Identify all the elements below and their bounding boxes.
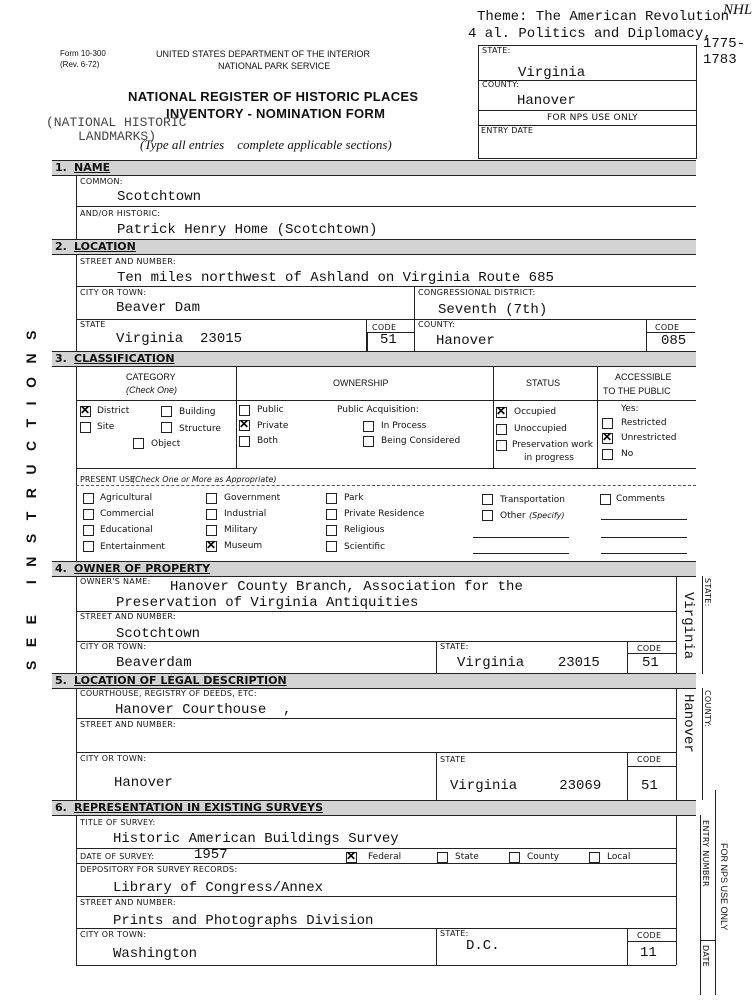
in-process-label: In Process (381, 421, 427, 431)
structure-label: Structure (179, 424, 221, 434)
other-label: Other (500, 511, 526, 521)
landmark-stamp-2: LANDMARKS) (78, 129, 157, 144)
local-level-checkbox[interactable] (589, 852, 600, 863)
street-label: STREET AND NUMBER: (80, 257, 176, 266)
private-residence-label: Private Residence (344, 509, 425, 519)
county-label: COUNTY: (418, 320, 456, 329)
nps-county-value: Hanover (517, 93, 576, 109)
agricultural-label: Agricultural (100, 493, 153, 503)
transportation-label: Transportation (500, 495, 565, 505)
form-revision: (Rev. 6-72) (60, 60, 100, 69)
agricultural-checkbox[interactable] (83, 493, 94, 504)
district-value: Seventh (7th) (438, 302, 548, 318)
legal-city: Hanover (114, 775, 173, 791)
building-checkbox[interactable] (161, 406, 172, 417)
side-state-value: Virginia (680, 592, 696, 660)
scientific-checkbox[interactable] (326, 541, 337, 552)
theme-years: 1775- 1783 (703, 36, 746, 68)
government-checkbox[interactable] (206, 493, 217, 504)
survey-date-label: DATE OF SURVEY: (80, 852, 155, 861)
section-2-title: LOCATION (74, 240, 136, 253)
date-side-label: DATE (701, 945, 710, 968)
both-label: Both (257, 436, 278, 446)
survey-date: 1957 (194, 847, 228, 863)
state-level-label: State (455, 852, 479, 862)
state-level-checkbox[interactable] (437, 852, 448, 863)
survey-street-label: STREET AND NUMBER: (80, 898, 176, 907)
department-name: UNITED STATES DEPARTMENT OF THE INTERIOR (156, 49, 371, 59)
preservation-work-label: Preservation work (512, 440, 593, 450)
form-instructions: (Type all entries complete applicable sections) (140, 137, 392, 152)
nps-state-label: STATE: (482, 46, 511, 55)
state-label: STATE (80, 320, 106, 329)
no-access-checkbox[interactable] (602, 449, 613, 460)
being-considered-label: Being Considered (381, 436, 461, 446)
form-number: Form 10-300 (60, 49, 106, 58)
both-checkbox[interactable] (239, 436, 250, 447)
section-4-title: OWNER OF PROPERTY (74, 562, 211, 575)
federal-label: Federal (368, 852, 402, 862)
district-label: District (97, 406, 130, 416)
object-label: Object (151, 439, 181, 449)
category-heading: CATEGORY (126, 372, 176, 382)
building-label: Building (179, 407, 216, 417)
status-heading: STATUS (526, 378, 561, 388)
survey-code: 11 (640, 945, 657, 961)
side-state-label: STATE: (703, 578, 712, 607)
legal-street-label: STREET AND NUMBER: (80, 720, 176, 729)
military-label: Military (224, 525, 258, 535)
section-2-bar: 2. LOCATION (52, 239, 696, 255)
owner-name-2: Preservation of Virginia Antiquities (116, 595, 419, 611)
unrestricted-checkbox[interactable] (602, 433, 613, 444)
park-checkbox[interactable] (326, 493, 337, 504)
yes-label: Yes: (621, 404, 639, 414)
city-value: Beaver Dam (116, 300, 201, 316)
being-considered-checkbox[interactable] (363, 436, 374, 447)
federal-checkbox[interactable] (346, 852, 357, 863)
ownership-heading: OWNERSHIP (333, 378, 389, 388)
historic-label: AND/OR HISTORIC: (80, 209, 161, 218)
survey-city-label: CITY OR TOWN: (80, 930, 147, 939)
private-checkbox[interactable] (239, 420, 250, 431)
educational-checkbox[interactable] (83, 525, 94, 536)
nhl-handwritten: NHL (723, 2, 753, 18)
see-instructions-side (23, 317, 41, 670)
commercial-checkbox[interactable] (83, 509, 94, 520)
form-title-1: NATIONAL REGISTER OF HISTORIC PLACES (128, 89, 419, 104)
historic-name: Patrick Henry Home (Scotchtown) (117, 222, 378, 238)
side-county-value: Hanover (680, 694, 696, 753)
public-acquisition-label: Public Acquisition: (337, 405, 419, 415)
district-checkbox[interactable] (80, 406, 91, 417)
common-label: COMMON: (80, 177, 123, 186)
survey-title-label: TITLE OF SURVEY: (80, 818, 156, 827)
nps-use-only-label: FOR NPS USE ONLY (547, 113, 638, 123)
comments-label: Comments (616, 494, 665, 504)
state-code-value: 51 (380, 332, 397, 348)
section-1-bar: 1. NAME (52, 160, 696, 176)
courthouse-value: Hanover Courthouse , (115, 702, 292, 718)
in-process-checkbox[interactable] (363, 421, 374, 432)
theme-line-2: 4 al. Politics and Diplomacy, (468, 26, 712, 42)
local-level-label: Local (607, 852, 631, 862)
accessible-heading-2: TO THE PUBLIC (603, 386, 671, 396)
educational-label: Educational (100, 525, 153, 535)
survey-city: Washington (113, 946, 198, 962)
section-6-title: REPRESENTATION IN EXISTING SURVEYS (74, 801, 324, 814)
comments-checkbox[interactable] (600, 494, 611, 505)
legal-code-label: CODE (637, 755, 662, 764)
form-title-2: INVENTORY - NOMINATION FORM (166, 106, 386, 121)
park-label: Park (344, 493, 364, 503)
owner-city: Beaverdam (116, 655, 192, 671)
present-use-label: PRESENT USE (80, 475, 135, 484)
county-level-checkbox[interactable] (509, 852, 520, 863)
accessible-heading-1: ACCESSIBLE (615, 372, 672, 382)
structure-checkbox[interactable] (161, 422, 172, 433)
owner-state-label: STATE: (440, 642, 469, 651)
section-6-bar: 6. REPRESENTATION IN EXISTING SURVEYS (52, 800, 696, 816)
other-specify-note: (Specify) (529, 511, 565, 520)
industrial-checkbox[interactable] (206, 509, 217, 520)
religious-checkbox[interactable] (326, 525, 337, 536)
see-instructions-text: SEE INSTRUCTIONS (23, 317, 39, 670)
entertainment-label: Entertainment (100, 542, 165, 552)
landmark-stamp-1: (NATIONAL HISTORIC (46, 115, 187, 130)
preservation-work-checkbox[interactable] (496, 440, 507, 451)
county-level-label: County (527, 852, 560, 862)
section-1-title: NAME (74, 161, 111, 174)
owner-state: Virginia 23015 (457, 655, 600, 671)
check-one-note: (Check One) (126, 385, 178, 395)
survey-state: D.C. (466, 938, 500, 954)
transportation-checkbox[interactable] (482, 494, 493, 505)
state-value: Virginia 23015 (116, 331, 243, 347)
entry-number-label: ENTRY NUMBER (701, 820, 710, 887)
occupied-checkbox[interactable] (496, 407, 507, 418)
museum-label: Museum (224, 541, 263, 551)
owner-code: 51 (642, 655, 659, 671)
legal-city-label: CITY OR TOWN: (80, 754, 147, 763)
common-name: Scotchtown (117, 189, 202, 205)
in-progress-label: in progress (524, 453, 574, 463)
state-code-label: CODE (372, 323, 397, 332)
site-checkbox[interactable] (80, 422, 91, 433)
legal-state: Virginia 23069 (450, 778, 602, 794)
industrial-label: Industrial (224, 509, 267, 519)
nps-only-side-label: FOR NPS USE ONLY (719, 843, 729, 931)
commercial-label: Commercial (100, 509, 154, 519)
nps-use-box (478, 45, 697, 159)
theme-line-1: Theme: The American Revolution (477, 9, 730, 25)
nps-state-value: Virginia (518, 65, 586, 81)
private-residence-checkbox[interactable] (326, 509, 337, 520)
museum-checkbox[interactable] (206, 541, 217, 552)
service-name: NATIONAL PARK SERVICE (218, 61, 331, 71)
object-checkbox[interactable] (133, 438, 144, 449)
entertainment-checkbox[interactable] (83, 541, 94, 552)
survey-street: Prints and Photographs Division (113, 913, 374, 929)
military-checkbox[interactable] (206, 525, 217, 536)
depository-label: DEPOSITORY FOR SURVEY RECORDS: (80, 865, 238, 874)
survey-code-label: CODE (637, 931, 662, 940)
government-label: Government (224, 493, 281, 503)
religious-label: Religious (344, 525, 385, 535)
county-code-value: 085 (661, 333, 687, 349)
public-label: Public (257, 405, 284, 415)
other-checkbox[interactable] (482, 510, 493, 521)
nps-county-label: COUNTY: (482, 80, 520, 89)
owner-street: Scotchtown (116, 626, 201, 642)
legal-state-label: STATE (440, 755, 466, 764)
survey-title: Historic American Buildings Survey (113, 831, 399, 847)
owner-city-label: CITY OR TOWN: (80, 642, 147, 651)
side-county-label: COUNTY: (703, 690, 712, 728)
unrestricted-label: Unrestricted (621, 433, 677, 443)
depository-value: Library of Congress/Annex (113, 880, 324, 896)
present-use-note: (Check One or More as Appropriate) (132, 475, 277, 484)
section-4-bar: 4. OWNER OF PROPERTY (52, 561, 696, 577)
public-checkbox[interactable] (239, 405, 250, 416)
street-value: Ten miles northwest of Ashland on Virginia Route 685 (117, 270, 554, 286)
owner-street-label: STREET AND NUMBER: (80, 612, 176, 621)
section-3-title: CLASSIFICATION (74, 352, 175, 365)
district-label: CONGRESSIONAL DISTRICT: (418, 288, 536, 297)
owner-code-label: CODE (637, 644, 662, 653)
section-3-bar: 3. CLASSIFICATION (52, 351, 696, 367)
section-5-title: LOCATION OF LEGAL DESCRIPTION (74, 674, 287, 687)
survey-state-label: STATE: (440, 929, 469, 938)
section-5-bar: 5. LOCATION OF LEGAL DESCRIPTION (52, 673, 696, 689)
county-code-label: CODE (655, 323, 680, 332)
restricted-label: Restricted (621, 418, 667, 428)
occupied-label: Occupied (514, 407, 557, 417)
no-access-label: No (621, 449, 634, 459)
site-label: Site (97, 422, 115, 432)
city-label: CITY OR TOWN: (80, 288, 147, 297)
private-label: Private (257, 421, 289, 431)
owner-name-label: OWNER'S NAME: (80, 577, 151, 586)
restricted-checkbox[interactable] (602, 418, 613, 429)
unoccupied-checkbox[interactable] (496, 424, 507, 435)
scientific-label: Scientific (344, 542, 386, 552)
courthouse-label: COURTHOUSE, REGISTRY OF DEEDS, ETC: (80, 689, 257, 698)
unoccupied-label: Unoccupied (514, 424, 567, 434)
nps-entry-date-label: ENTRY DATE (481, 126, 534, 135)
legal-code: 51 (641, 778, 658, 794)
owner-name-1: Hanover County Branch, Association for the (170, 579, 523, 595)
county-value: Hanover (436, 333, 495, 349)
